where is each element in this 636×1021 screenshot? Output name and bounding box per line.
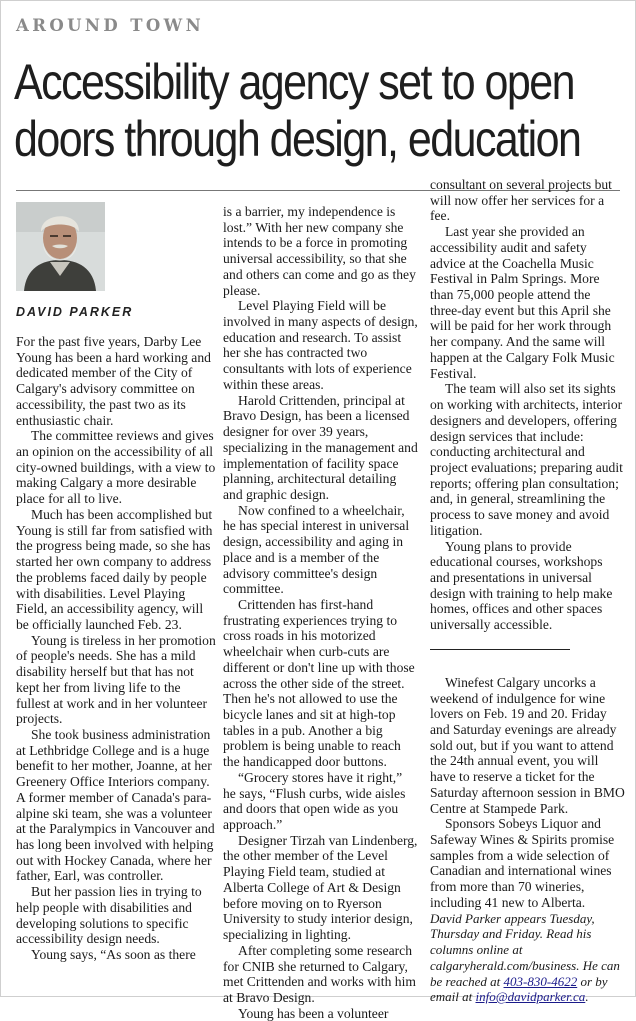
paragraph: Much has been accomplished but Young is still far from satisfied with the progress being made, so she has started her own company to address the problems faced daily by people with disabilities. Level Playing Field, an accessibility agency, will be officially launched Feb. 23. [16, 506, 213, 632]
tagline-middle: or by email at [430, 973, 608, 1005]
paragraph: Designer Tirzah van Lindenberg, the other member of the Level Playing Field team, studied at Alberta College of Art & Design before moving on to Ryerson University to study interior design, specializing in lighting. [223, 832, 418, 943]
paragraph: But her passion lies in trying to help people with disabilities and developing solutions to specific accessibility design needs. [16, 884, 202, 947]
paragraph: Now confined to a wheelchair, he has special interest in universal design, accessibility and aging in place and is a member of the advisory committee's design committee. [223, 502, 410, 597]
tagline-text: David Parker appears Tuesday, Thursday and Friday. Read his columns online at calgaryherald.com/business. He can be reached at [430, 910, 620, 989]
email-link[interactable]: info@davidparker.ca [475, 989, 586, 1005]
paragraph: Young is tireless in her promotion of people's needs. She has a mild disability herself but that has not kept her from living life to the fullest at work and in her volunteer projects. [16, 632, 216, 727]
paragraph: The committee reviews and gives an opinion on the accessibility of all city-owned buildings, with a view to making Calgary a more desirable place for all to live. [16, 428, 216, 507]
paragraph: She took business administration at Lethbridge College and is a huge benefit to her mother, Joanne, at her Greenery Office Interiors company. A former member of Canada's para-alpine ski team, she was a volunteer at the Paralympics in Vancouver and has long been involved with helping out with Hockey Canada, where her father, Earl, was controller. [16, 726, 215, 884]
headline [14, 54, 581, 168]
paragraph: Young says, “As soon as there [31, 947, 196, 963]
paragraph: Young plans to provide educational courses, workshops and presentations in universal design with training to help make homes, offices and other spaces universally accessible. [430, 538, 613, 633]
tagline-end: . [585, 989, 589, 1005]
paragraph: “Grocery stores have it right,” he says, “Flush curbs, wide aisles and doors that open wide as you approach.” [223, 769, 406, 833]
paragraph: Harold Crittenden, principal at Bravo Design, has been a licensed designer for over 39 years, specializing in the management and implementation of facility space planning, architectural detailing and graphic design. [223, 392, 418, 502]
phone-link[interactable]: 403-830-4622 [503, 973, 578, 989]
paragraph: Young has been a volunteer [238, 1005, 389, 1021]
paragraph: Winefest Calgary uncorks a weekend of indulgence for wine lovers on Feb. 19 and 20. Friday and Saturday evenings are already sold out, but if you want to attend the 24th annual event, you will have to reserve a ticket for the Saturday afternoon session in BMO Centre at Stampede Park. [430, 674, 625, 816]
column-2 [223, 204, 418, 1021]
section-label: AROUND TOWN [16, 16, 205, 35]
paragraph: Last year she provided an accessibility audit and safety advice at the Coachella Music Festival in Palm Springs. More than 75,000 people attend the three-day event but this April she will be paid for her work through her company. And the same will happen at the Calgary Folk Music Festival. [430, 224, 615, 381]
column-3 [430, 177, 625, 1005]
paragraph: After completing some research for CNIB she returned to Calgary, met Crittenden and works with him at Bravo Design. [223, 942, 416, 1005]
paragraph: is a barrier, my independence is lost.” With her new company she intends to be a force in promoting universal accessibility, so that she and others can come and go as they please. [223, 204, 416, 298]
author-tagline [430, 911, 625, 1005]
paragraph: Sponsors Sobeys Liquor and Safeway Wines & Spirits promise samples from a wide selection of Canadian and international wines from more than 70 wineries, including 41 new to Alberta. [430, 816, 615, 910]
paragraph: consultant on several projects but will now offer her services for a fee. [430, 177, 612, 224]
headline-line-1: Accessibility agency set to open [14, 54, 574, 110]
paragraph: For the past five years, Darby Lee Young has been a hard working and dedicated member of the City of Calgary's advisory committee on accessibility, the past two as its enthusiastic chair. [16, 334, 211, 428]
paragraph: Crittenden has first-hand frustrating experiences trying to cross roads in his motorized wheelchair when curb-cuts are different or don't line up with those across the other side of the street. Then he's not allowed to use the bicycle lanes and sit at high-top tables in a pub. Another a big problem is being unable to reach the handicapped door buttons. [223, 596, 415, 770]
author-photo [16, 202, 105, 291]
paragraph: The team will also set its sights on working with architects, interior designers and developers, offering design services that include: conducting architectural and project evaluations; preparing audit reports; offering plan consultation; and, in general, streamlining the process to save money and avoid litigation. [430, 381, 623, 538]
headline-line-2: doors through design, education [14, 111, 581, 167]
section-divider [430, 649, 570, 650]
column-1 [16, 334, 216, 963]
paragraph: Level Playing Field will be involved in many aspects of design, education and research. To assist her she has contracted two consultants with lots of experience within these areas. [223, 298, 418, 392]
byline: DAVID PARKER [16, 305, 134, 319]
